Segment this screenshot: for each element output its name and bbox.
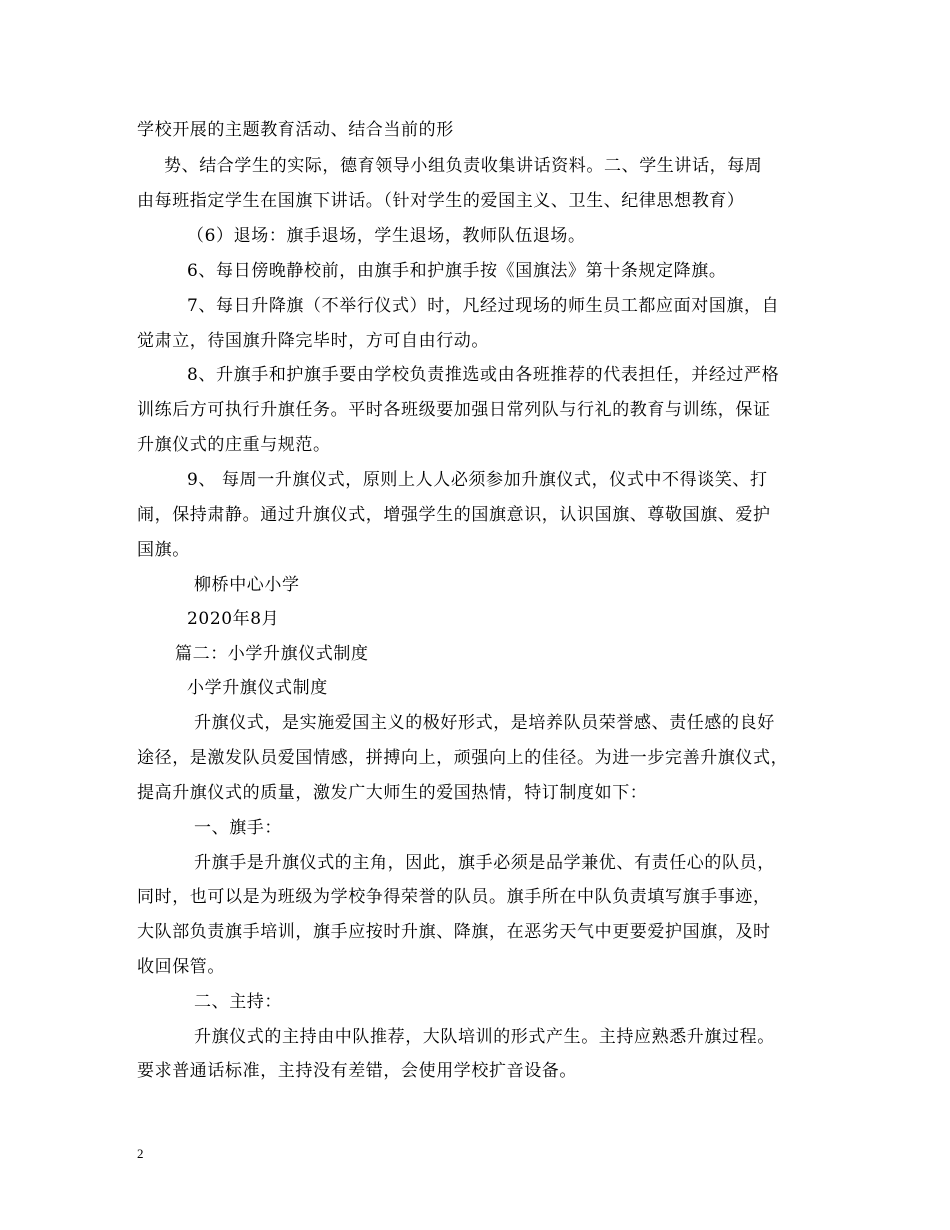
text-line: （6）退场：旗手退场，学生退场，教师队伍退场。 (187, 226, 586, 246)
signature-date: 2020年8月 (187, 609, 280, 629)
text-line: 训练后方可执行升旗任务。平时各班级要加强日常列队与行礼的教育与训练，保证 (137, 400, 771, 420)
text-line: 6、每日傍晚静校前，由旗手和护旗手按《国旗法》第十条规定降旗。 (187, 261, 727, 281)
text-line: 闹，保持肃静。通过升旗仪式，增强学生的国旗意识，认识国旗、尊敬国旗、爱护 (137, 505, 771, 525)
signature-school: 柳桥中心小学 (194, 575, 300, 595)
text-line: 升旗仪式的主持由中队推荐，大队培训的形式产生。主持应熟悉升旗过程。 (194, 1027, 775, 1047)
text-line: 升旗仪式，是实施爱国主义的极好形式，是培养队员荣誉感、责任感的良好 (194, 713, 775, 733)
text-line: 8、升旗手和护旗手要由学校负责推选或由各班推荐的代表担任，并经过严格 (187, 365, 780, 385)
text-line: 7、每日升降旗（不举行仪式）时，凡经过现场的师生员工都应面对国旗，自 (187, 296, 780, 316)
document-title: 小学升旗仪式制度 (187, 678, 328, 698)
section-heading: 篇二：小学升旗仪式制度 (175, 644, 369, 664)
text-line: 大队部负责旗手培训，旗手应按时升旗、降旗，在恶劣天气中更要爱护国旗，及时 (137, 922, 771, 942)
text-line: 由每班指定学生在国旗下讲话。（针对学生的爱国主义、卫生、纪律思想教育） (137, 191, 745, 211)
text-line: 升旗仪式的庄重与规范。 (137, 435, 331, 455)
text-line: 觉肃立，待国旗升降完毕时，方可自由行动。 (137, 331, 489, 351)
text-line: 势、结合学生的实际，德育领导小组负责收集讲话资料。二、学生讲话，每周 (164, 156, 763, 176)
text-line: 要求普通话标准，主持没有差错，会使用学校扩音设备。 (137, 1061, 577, 1081)
text-line: 提高升旗仪式的质量，激发广大师生的爱国热情，特订制度如下： (137, 783, 648, 803)
subsection-heading: 二、主持： (194, 992, 282, 1012)
text-line: 收回保管。 (137, 957, 225, 977)
text-line: 升旗手是升旗仪式的主角，因此，旗手必须是品学兼优、有责任心的队员， (194, 853, 775, 873)
text-line: 国旗。 (137, 540, 190, 560)
text-line: 途径，是激发队员爱国情感，拼搏向上，顽强向上的佳径。为进一步完善升旗仪式， (137, 748, 789, 768)
text-line: 9、 每周一升旗仪式，原则上人人必须参加升旗仪式，仪式中不得谈笑、打 (187, 470, 768, 490)
text-line: 同时，也可以是为班级为学校争得荣誉的队员。旗手所在中队负责填写旗手事迹， (137, 887, 771, 907)
text-line: 学校开展的主题教育活动、结合当前的形 (137, 120, 454, 140)
page-number: 2 (137, 1146, 144, 1161)
subsection-heading: 一、旗手： (194, 818, 282, 838)
